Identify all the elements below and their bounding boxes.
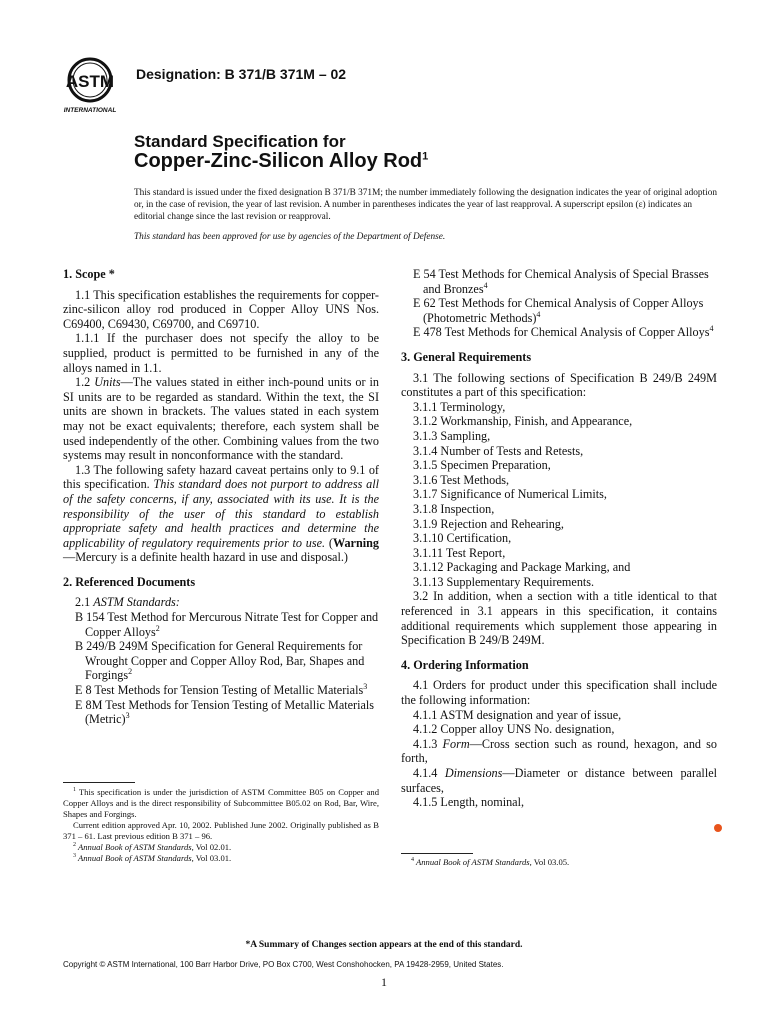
para-num: 4.1.3 <box>413 736 443 751</box>
footnote-mark: 2 <box>128 667 133 677</box>
requirement-list-item: 3.1.12 Packaging and Package Marking, and <box>413 560 631 575</box>
footnote-mark: 3 <box>73 853 76 860</box>
footnotes-right <box>401 857 717 868</box>
para-4-1-4 <box>401 766 717 795</box>
reference-item <box>63 639 379 683</box>
para-2-1 <box>63 595 379 610</box>
footnote-2 <box>63 842 379 853</box>
footnote-title: Annual Book of ASTM Standards <box>76 853 192 863</box>
footnote-3 <box>63 853 379 864</box>
reference-item <box>401 267 717 296</box>
section-heading-general: 3. General Requirements <box>401 349 532 364</box>
astm-logo <box>60 56 130 116</box>
title-line-1: Standard Specification for <box>134 132 346 151</box>
reference-text: B 249/B 249M Specification for General Requirements for Wrought Copper and Copper Alloy Rod, Bar, Shapes and Forgings <box>75 639 365 683</box>
section-heading-ordering: 4. Ordering Information <box>401 657 529 672</box>
copyright-line: Copyright © ASTM International, 100 Barr Harbor Drive, PO Box C700, West Conshohocken, PA 19428-2959, United States. <box>63 960 504 969</box>
footnote-divider-right <box>401 853 473 854</box>
astm-standards-label: ASTM Standards: <box>93 595 180 610</box>
dod-approval-note: This standard has been approved for use by agencies of the Department of Defense. <box>134 232 446 242</box>
reference-list-left <box>63 610 379 727</box>
section-heading-scope: 1. Scope * <box>63 267 115 281</box>
footnote-text: , Vol 02.01. <box>191 842 232 852</box>
para-term: Dimensions <box>444 766 503 780</box>
para-1-1: 1.1 This specification establishes the requirements for copper-zinc-silicon alloy rod produced in Copper Alloy UNS Nos. C69400, C69430, C69700, and C69710. <box>63 287 379 331</box>
para-text: —Diameter or distance between parallel surfaces, <box>401 766 717 795</box>
warning-label: Warning <box>332 535 379 550</box>
summary-of-changes-note: *A Summary of Changes section appears at the end of this standard. <box>245 940 523 950</box>
general-requirements-list <box>401 400 717 590</box>
svg-text:INTERNATIONAL: INTERNATIONAL <box>63 107 117 114</box>
para-3-1: 3.1 The following sections of Specification B 249/B 249M constitutes a part of this specification: <box>401 370 717 400</box>
para-num: 4.1.4 <box>413 766 445 780</box>
requirement-list-item: 3.1.11 Test Report, <box>413 545 506 560</box>
requirement-list-item: 3.1.8 Inspection, <box>413 501 495 516</box>
footnotes-left <box>63 787 379 864</box>
para-term: Units <box>94 375 121 390</box>
requirement-list-item: 3.1.9 Rejection and Rehearing, <box>413 516 564 531</box>
para-text: ( <box>325 535 333 550</box>
requirement-list-item: 3.1.10 Certification, <box>413 531 512 546</box>
para-term: Form <box>442 736 470 751</box>
requirement-list-item: 3.1.5 Specimen Preparation, <box>413 458 551 473</box>
requirement-list-item: 3.1.7 Significance of Numerical Limits, <box>413 487 607 502</box>
footnote-mark: 4 <box>536 309 541 319</box>
requirement-list-item: 3.1.6 Test Methods, <box>413 472 510 487</box>
requirement-list-item: 3.1.4 Number of Tests and Retests, <box>413 443 584 458</box>
footnote-mark: 3 <box>125 711 130 721</box>
designation: Designation: B 371/B 371M – 02 <box>136 66 347 82</box>
issuance-notice: This standard is issued under the fixed designation B 371/B 371M; the number immediately following the designation indicates the year of original adoption or, in the case of revision, the year of last revision. A number in parentheses indicates the year of last reapproval. A superscript epsilon (ε) indicates an editorial change since the last revision or reapproval. <box>134 188 718 223</box>
footnote-1 <box>63 787 379 820</box>
para-3-2: 3.2 In addition, when a section with a title identical to that referenced in 3.1 appears in this specification, it contains additional requirements which supplement those appearing in Specification B 249/B 249M. <box>401 589 717 648</box>
footnote-divider-left <box>63 782 135 783</box>
reference-text: B 154 Test Method for Mercurous Nitrate Test for Copper and Copper Alloys <box>75 610 379 639</box>
footnote-4 <box>401 857 717 868</box>
svg-text:ASTM: ASTM <box>65 72 115 91</box>
reference-item <box>63 610 379 639</box>
para-4-1-5: 4.1.5 Length, nominal, <box>413 795 525 810</box>
footnote-mark: 2 <box>73 842 76 849</box>
footnote-mark: 4 <box>411 857 414 864</box>
para-1-2 <box>63 375 379 463</box>
footnote-title: Annual Book of ASTM Standards <box>76 842 192 852</box>
footnote-ref-1: 1 <box>422 150 429 163</box>
footnote-text: , Vol 03.01. <box>191 853 232 863</box>
reference-text: E 478 Test Methods for Chemical Analysis of Copper Alloys <box>413 325 710 340</box>
requirement-list-item: 3.1.13 Supplementary Requirements. <box>413 574 595 589</box>
para-num: 1.2 <box>75 375 95 390</box>
reference-text: E 62 Test Methods for Chemical Analysis of Copper Alloys (Photometric Methods) <box>413 296 704 325</box>
para-text: —The values stated in either inch-pound units or in SI units are to be regarded as standard. Within the text, the SI units are shown in brackets. The values stated in each system may not be exact equivalents; therefore, each system shall be used independently of the other. Combining values from the two systems may result in nonconformance with the standard. <box>63 375 379 463</box>
footnote-mark: 3 <box>363 681 368 691</box>
reference-item <box>63 698 379 727</box>
para-1-3 <box>63 463 379 565</box>
footnote-mark: 1 <box>73 787 76 794</box>
section-heading-refdocs: 2. Referenced Documents <box>63 574 196 589</box>
reference-item <box>401 325 717 340</box>
footnote-mark: 4 <box>483 280 488 290</box>
title-line-2 <box>134 150 428 173</box>
reference-item <box>401 296 717 325</box>
footnote-text: This specification is under the jurisdiction of ASTM Committee B05 on Copper and Copper Alloys and is the direct responsibility of Subcommittee B05.02 on Rod, Bar, Wire, Shapes and Forgings. <box>63 787 379 819</box>
right-column <box>401 267 717 810</box>
requirement-list-item: 3.1.1 Terminology, <box>413 399 506 414</box>
para-1-1-1: 1.1.1 If the purchaser does not specify the alloy to be supplied, product is permitted to be furnished in any of the alloys named in 1.1. <box>63 331 379 375</box>
title-text: Copper-Zinc-Silicon Alloy Rod <box>134 150 423 172</box>
safety-caveat: This standard does not purport to address all of the safety concerns, if any, associated with its use. It is the responsibility of the user of this standard to establish appropriate safety and health practices and determine the applicability of regulatory requirements prior to use. <box>63 477 379 550</box>
reference-text: E 54 Test Methods for Chemical Analysis of Special Brasses and Bronzes <box>413 267 709 296</box>
para-num: 2.1 <box>75 595 94 610</box>
footnote-mark: 4 <box>709 324 714 334</box>
para-4-1: 4.1 Orders for product under this specification shall include the following information: <box>401 678 717 708</box>
reference-list-right <box>401 267 717 340</box>
para-text: —Cross section such as round, hexagon, and so forth, <box>401 736 718 766</box>
orange-marker-dot <box>714 824 722 832</box>
reference-text: E 8M Test Methods for Tension Testing of Metallic Materials (Metric) <box>75 697 375 727</box>
page-number: 1 <box>381 975 387 989</box>
requirement-list-item: 3.1.2 Workmanship, Finish, and Appearance, <box>413 414 633 429</box>
footnote-text: , Vol 03.05. <box>529 857 570 867</box>
reference-text: E 8 Test Methods for Tension Testing of Metallic Materials <box>75 683 364 698</box>
footnote-current-edition: Current edition approved Apr. 10, 2002. Published June 2002. Originally published as B 371 – 61. Last previous edition B 371 – 96. <box>63 820 379 841</box>
reference-item <box>63 683 379 698</box>
footnote-mark: 2 <box>155 623 160 633</box>
para-4-1-2: 4.1.2 Copper alloy UNS No. designation, <box>413 722 615 737</box>
left-column <box>63 267 379 727</box>
requirement-list-item: 3.1.3 Sampling, <box>413 428 491 443</box>
footnote-title: Annual Book of ASTM Standards <box>414 857 530 867</box>
para-text: 1.3 The following safety hazard caveat pertains only to 9.1 of this specification. <box>63 462 379 492</box>
para-4-1-3 <box>401 737 717 766</box>
para-4-1-1: 4.1.1 ASTM designation and year of issue, <box>413 707 622 722</box>
para-text: —Mercury is a definite health hazard in use and disposal.) <box>63 550 348 565</box>
